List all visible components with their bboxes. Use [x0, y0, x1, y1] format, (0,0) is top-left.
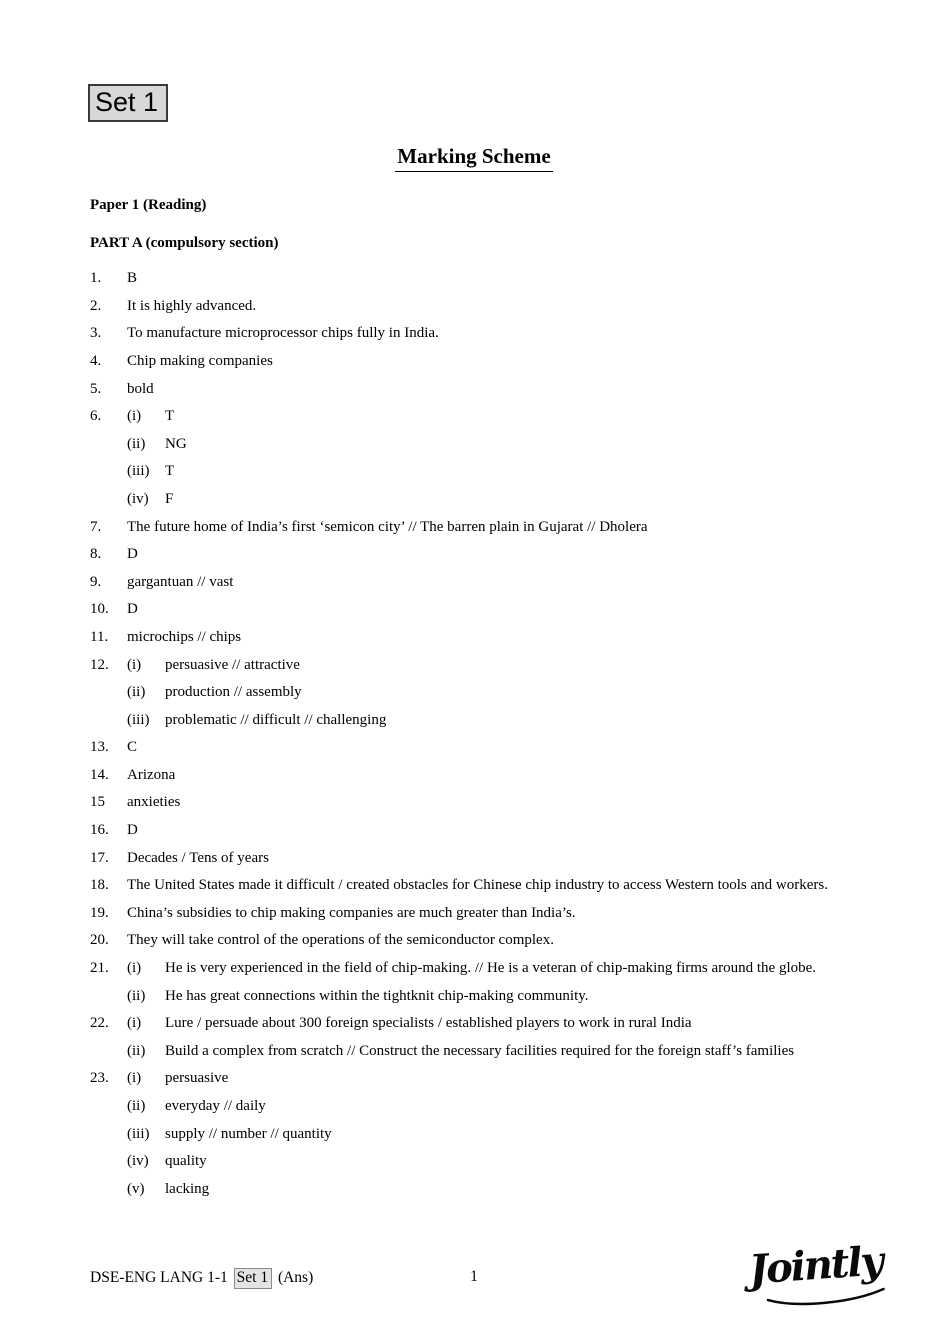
answer-text: quality — [165, 1153, 207, 1170]
answer-text: To manufacture microprocessor chips fully in India. — [127, 325, 439, 342]
answer-number: 3. — [90, 325, 102, 342]
answer-text: T — [165, 408, 175, 425]
answer-text: Build a complex from scratch // Construct the necessary facilities required for the foreign staff’s families — [165, 1042, 795, 1059]
answer-row — [90, 983, 908, 1011]
answer-sub-label: (i) — [127, 1015, 142, 1032]
answer-text: He is very experienced in the field of chip-making. // He is a veteran of chip-making firms around the globe. — [165, 960, 817, 977]
answer-number: 6. — [90, 408, 102, 425]
answer-row — [90, 320, 908, 348]
answer-sub-label: (i) — [127, 408, 142, 425]
answer-row — [90, 1038, 908, 1066]
answer-sub-label: (iii) — [127, 1125, 150, 1142]
answer-text: China’s subsidies to chip making companies are much greater than India’s. — [127, 904, 576, 921]
answer-sub-label: (i) — [127, 960, 142, 977]
answer-number: 16. — [90, 822, 109, 839]
answer-text: persuasive // attractive — [165, 656, 300, 673]
answer-text: supply // number // quantity — [165, 1125, 332, 1142]
answer-text: Chip making companies — [127, 352, 273, 369]
answer-text: problematic // difficult // challenging — [165, 711, 387, 728]
answer-row — [90, 1121, 908, 1149]
answer-number: 18. — [90, 877, 109, 894]
answer-sub-label: (ii) — [127, 684, 146, 701]
answer-row — [90, 293, 908, 321]
answer-number: 17. — [90, 849, 109, 866]
answer-row — [90, 569, 908, 597]
answer-text: The United States made it difficult / created obstacles for Chinese chip industry to access Western tools and workers. — [127, 877, 828, 894]
answer-sub-label: (ii) — [127, 1098, 146, 1114]
footer-code-suffix: (Ans) — [277, 1269, 314, 1286]
footer-set-badge: Set 1 — [234, 1268, 272, 1289]
answer-row — [90, 955, 908, 983]
section-heading-part: PART A (compulsory section) — [90, 234, 279, 251]
page-footer — [0, 1237, 948, 1294]
answer-text: D — [127, 601, 138, 618]
answer-row — [90, 541, 908, 569]
answer-sub-label: (iv) — [127, 1153, 149, 1170]
answer-number: 8. — [90, 546, 102, 563]
answer-row — [90, 927, 908, 955]
answer-number: 5. — [90, 380, 102, 397]
set-badge: Set 1 — [88, 84, 168, 122]
answer-text: lacking — [165, 1180, 210, 1197]
answer-sub-label: (iii) — [127, 711, 150, 728]
answer-number: 1. — [90, 270, 102, 287]
answer-number: 22. — [90, 1015, 109, 1032]
answer-number: 10. — [90, 601, 109, 618]
answer-text: F — [165, 490, 174, 507]
answer-sub-label: (ii) — [127, 987, 146, 1004]
answer-row — [90, 1176, 908, 1204]
answer-row — [90, 1148, 908, 1176]
answer-sub-label: (i) — [127, 656, 142, 673]
answer-number: 13. — [90, 739, 109, 756]
answer-number: 11. — [90, 628, 109, 645]
answer-number: 9. — [90, 573, 102, 590]
answer-text: Decades / Tens of years — [127, 849, 269, 866]
answer-text: bold — [127, 380, 154, 397]
answer-row — [90, 652, 908, 680]
answer-text: B — [127, 270, 138, 287]
answer-text: It is highly advanced. — [127, 297, 257, 314]
answer-text: Arizona — [127, 766, 176, 783]
answer-text: anxieties — [127, 794, 181, 811]
answer-row — [90, 596, 908, 624]
answer-text: NG — [165, 435, 187, 452]
answer-number: 7. — [90, 518, 102, 535]
answer-number: 2. — [90, 297, 102, 314]
section-heading-paper: Paper 1 (Reading) — [90, 197, 207, 213]
answer-number: 15 — [90, 794, 105, 811]
answer-row — [90, 265, 908, 293]
answer-text: C — [127, 739, 138, 756]
answer-sub-label: (ii) — [127, 435, 146, 452]
answer-sub-label: (iv) — [127, 490, 149, 507]
answer-row — [90, 872, 908, 900]
page-title — [0, 144, 948, 172]
jointly-logo: Jointly — [747, 1237, 884, 1294]
answer-row — [90, 845, 908, 873]
answer-number: 14. — [90, 766, 109, 783]
answer-text: everyday // daily — [165, 1098, 266, 1114]
answer-row — [90, 1093, 908, 1121]
answer-text: He has great connections within the tightknit chip-making community. — [165, 987, 589, 1004]
document-content — [0, 192, 948, 1203]
answer-row — [90, 624, 908, 652]
answer-text: D — [127, 546, 138, 563]
answer-number: 23. — [90, 1070, 109, 1087]
answer-number: 19. — [90, 904, 109, 921]
answer-row — [90, 679, 908, 707]
answer-row — [90, 514, 908, 542]
answer-row — [90, 348, 908, 376]
answer-row — [90, 1065, 908, 1093]
answer-row — [90, 789, 908, 817]
answer-row — [90, 376, 908, 404]
answer-number: 12. — [90, 656, 109, 673]
footer-code-prefix: DSE-ENG LANG 1-1 — [90, 1269, 228, 1286]
answer-row — [90, 486, 908, 514]
answer-number: 20. — [90, 932, 109, 949]
answer-row — [90, 707, 908, 735]
answer-row — [90, 900, 908, 928]
answer-row — [90, 403, 908, 431]
answer-row — [90, 817, 908, 845]
answer-text: D — [127, 822, 138, 839]
answer-text: The future home of India’s first ‘semicon city’ // The barren plain in Gujarat // Dholera — [127, 518, 648, 535]
answer-text: microchips // chips — [127, 628, 242, 645]
answer-row — [90, 1010, 908, 1038]
answer-row — [90, 762, 908, 790]
answer-sub-label: (v) — [127, 1180, 145, 1197]
answer-number: 21. — [90, 960, 109, 977]
answer-row — [90, 431, 908, 459]
answer-row — [90, 458, 908, 486]
answer-text: gargantuan // vast — [127, 573, 234, 590]
answer-number: 4. — [90, 352, 102, 369]
answer-sub-label: (i) — [127, 1070, 142, 1087]
page-number: 1 — [470, 1268, 478, 1285]
page-title-text: Marking Scheme — [395, 144, 552, 172]
answer-text: production // assembly — [165, 684, 302, 701]
answer-sub-label: (ii) — [127, 1042, 146, 1059]
answer-text: T — [165, 463, 175, 480]
answer-text: They will take control of the operations of the semiconductor complex. — [127, 932, 554, 949]
answer-text: Lure / persuade about 300 foreign specialists / established players to work in rural India — [165, 1015, 692, 1032]
answer-row — [90, 734, 908, 762]
answer-list — [90, 265, 908, 1203]
answer-text: persuasive — [165, 1070, 229, 1087]
answer-sub-label: (iii) — [127, 463, 150, 480]
